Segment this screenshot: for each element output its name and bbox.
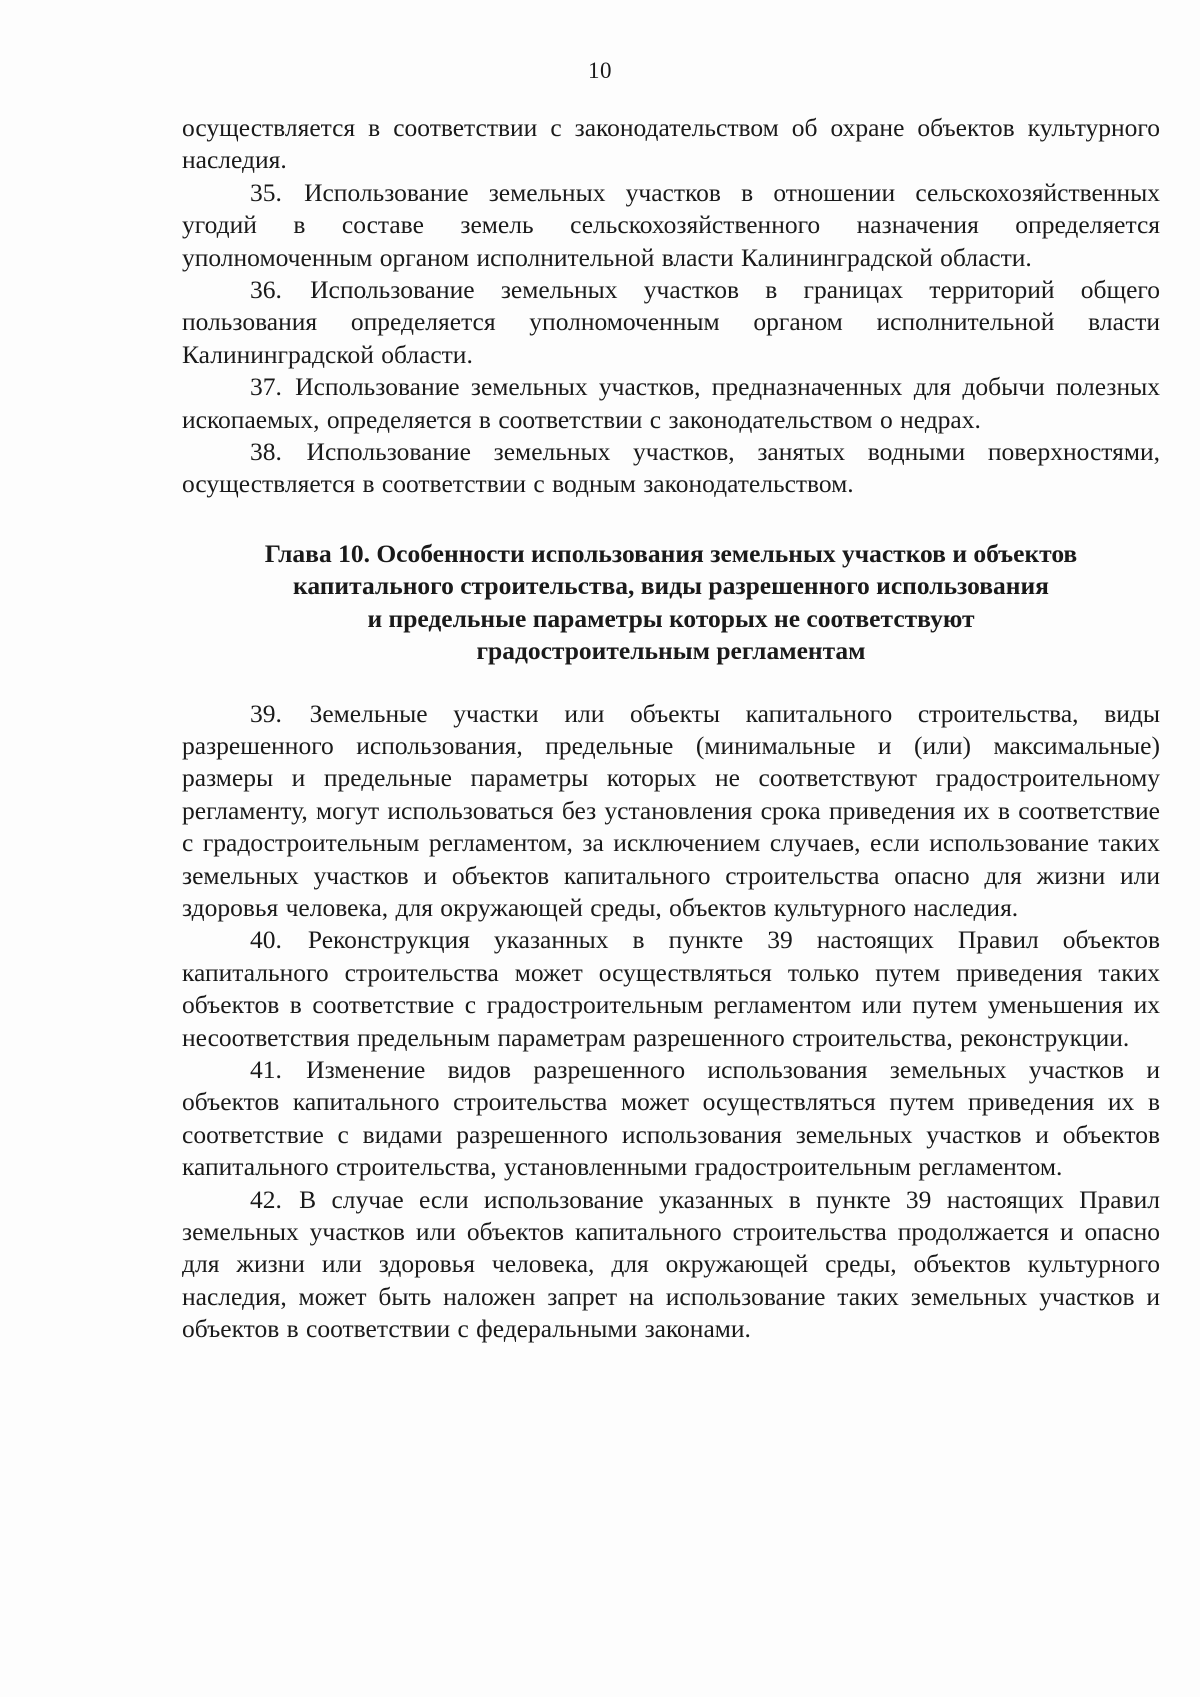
paragraph-number: 41. [250,1054,282,1084]
paragraph-text: В случае если использование указанных в пункте 39 настоящих Правил земельных участков или объектов капитального строительства продолжается и опасно для жизни или здоровья человека, для окружающей среды, объектов культурного наследия, может быть наложен запрет на использование таких земельных участков и объектов в соответствии с федеральными законами. [182,1184,1160,1344]
paragraph-number: 35. [250,177,282,207]
paragraph-35 [182,177,1160,274]
chapter-heading-line: и предельные параметры которых не соответствуют [367,603,975,633]
paragraph-40 [182,924,1160,1054]
paragraph-text: Использование земельных участков в отношении сельскохозяйственных угодий в составе земель сельскохозяйственного назначения определяется уполномоченным органом исполнительной власти Калининградской области. [182,177,1161,272]
paragraph-text: Изменение видов разрешенного использования земельных участков и объектов капитального строительства может осуществляться путем приведения их в соответствие с видами разрешенного использования земельных участков и объектов капитального строительства, установленными градостроительным регламентом. [182,1054,1161,1182]
paragraph-number: 39. [250,698,282,728]
paragraph-text: Использование земельных участков, занятых водными поверхностями, осуществляется в соответствии с водным законодательством. [182,437,1161,499]
paragraph-text: Земельные участки или объекты капитального строительства, виды разрешенного использования, предельные (минимальные и (или) максимальные) размеры и предельные параметры которых не соответствуют градостроительному регламенту, могут использоваться без установления срока приведения их в соответствие с градостроительным регламентом, за исключением случаев, если использование таких земельных участков и объектов капитального строительства опасно для жизни или здоровья человека, для окружающей среды, объектов культурного наследия. [182,698,1160,922]
paragraph-number: 36. [250,275,282,305]
paragraph-39 [182,698,1160,925]
document-body [182,112,1160,1346]
paragraph-number: 40. [250,925,282,955]
paragraph-42 [182,1184,1160,1346]
paragraph-text: Использование земельных участков, предназначенных для добычи полезных ископаемых, определяется в соответствии с законодательством о недрах. [182,372,1161,434]
paragraph-41 [182,1054,1160,1184]
paragraph-text: Реконструкция указанных в пункте 39 настоящих Правил объектов капитального строительства может осуществляться только путем приведения таких объектов в соответствие с градостроительным регламентом или путем уменьшения их несоответствия предельным параметрам разрешенного строительства, реконструкции. [182,925,1160,1052]
page-number: 10 [588,58,612,83]
chapter-heading-line: капитального строительства, виды разрешенного использования [293,571,1049,601]
paragraph-38 [182,436,1160,501]
chapter-heading [182,538,1160,668]
chapter-heading-line: Глава 10. Особенности использования земельных участков и объектов [264,538,1078,568]
paragraph-37 [182,371,1160,436]
paragraph-36 [182,274,1160,371]
paragraph-number: 37. [250,372,282,402]
paragraph-text: Использование земельных участков в границах территорий общего пользования определяется уполномоченным органом исполнительной власти Калининградской области. [182,275,1161,369]
paragraph-number: 42. [250,1184,282,1214]
intro-paragraph: осуществляется в соответствии с законодательством об охране объектов культурного наследия. [182,113,1160,175]
chapter-heading-line: градостроительным регламентам [476,636,866,666]
paragraph-number: 38. [250,437,282,467]
